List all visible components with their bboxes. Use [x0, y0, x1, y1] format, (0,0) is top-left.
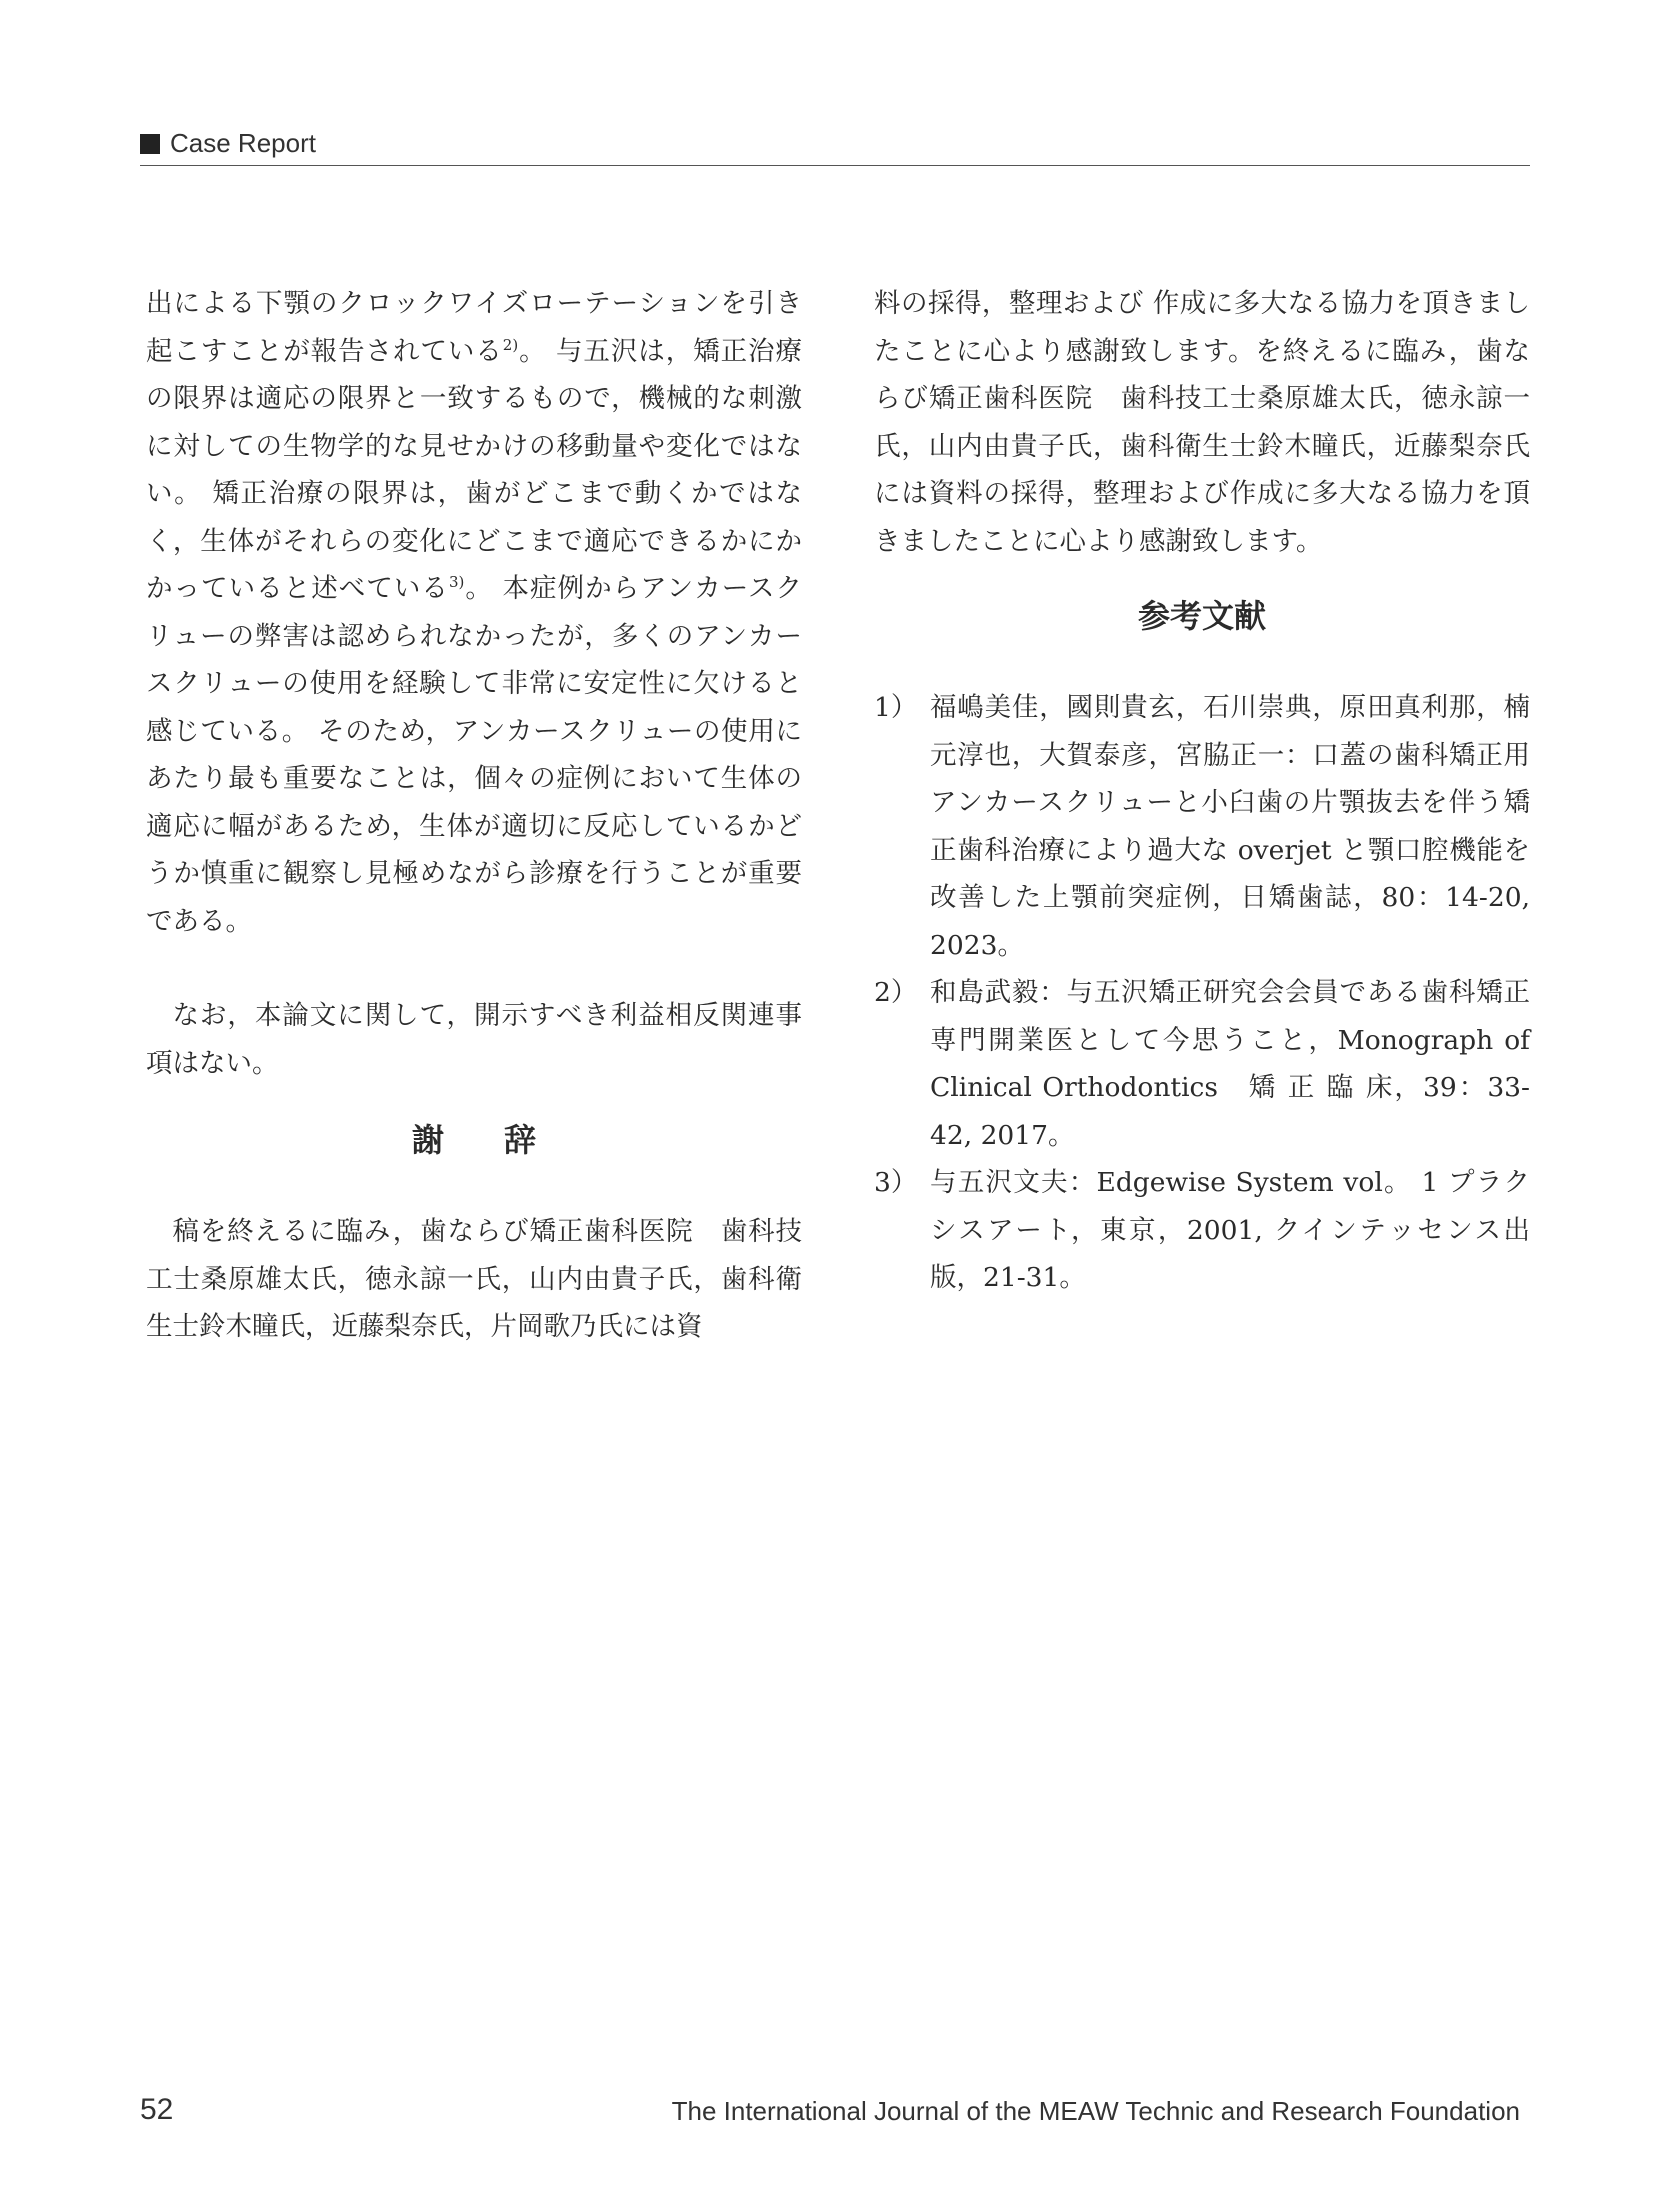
acknowledgments-continued: 料の採得，整理および 作成に多大なる協力を頂きましたことに心より感謝致します。を終えるに臨み，歯ならび矯正歯科医院 歯科技工士桑原雄太氏，徳永諒一氏，山内由貴子氏，歯科衛生士鈴木瞳氏，近藤梨奈氏には資料の採得，整理および作成に多大なる協力を頂きましたことに心より感謝致します。 — [874, 288, 1530, 557]
reference-text: 和島武毅：与五沢矯正研究会会員である歯科矯正専門開業医として今思うこと，Monograph of Clinical Orthodontics 矯 正 臨 床，39：33-42, 2017。 — [930, 977, 1530, 1151]
reference-number: 1） — [874, 692, 918, 723]
running-header — [140, 128, 1530, 166]
reference-item — [874, 684, 1530, 969]
left-column — [146, 280, 802, 1351]
reference-item — [874, 969, 1530, 1159]
references-heading: 参考文献 — [1137, 597, 1266, 635]
journal-name: The International Journal of the MEAW Technic and Research Foundation — [671, 2096, 1520, 2126]
acknowledgments-heading: 謝辞 — [411, 1121, 596, 1159]
paragraph-text: 。 本症例からアンカースクリューの弊害は認められなかったが，多くのアンカースクリューの使用を経験して非常に安定性に欠けると感じている。 そのため，アンカースクリューの使用にあたり最も重要なことは，個々の症例において生体の適応に幅があるため，生体が適切に反応しているかどうか慎重に観察し見極めながら診療を行うことが重要である。 — [146, 573, 802, 937]
section-label: Case Report — [170, 128, 316, 158]
paragraph-text: 。 与五沢は，矯正治療の限界は適応の限界と一致するもので，機械的な刺激に対しての生物学的な見せかけの移動量や変化ではない。 矯正治療の限界は，歯がどこまで動くかではなく，生体がそれらの変化にどこまで適応できるかにかかっていると述べている — [146, 335, 802, 604]
reference-list — [874, 684, 1530, 1302]
reference-number: 3） — [874, 1167, 918, 1198]
reference-item — [874, 1159, 1530, 1302]
page-number: 52 — [140, 2093, 174, 2126]
citation-marker: 3) — [448, 573, 465, 591]
coi-statement: なお，本論文に関して，開示すべき利益相反関連事項はない。 — [146, 1000, 802, 1079]
discussion-paragraph — [146, 280, 802, 945]
reference-text: 福嶋美佳，國則貴玄，石川崇典，原田真利那，楠元淳也，大賀泰彦，宮脇正一：口蓋の歯科矯正用アンカースクリューと小臼歯の片顎抜去を伴う矯正歯科治療により過大な overjet と顎口腔機能を改善した上顎前突症例，日矯歯誌，80：14-20, 2023。 — [930, 692, 1530, 961]
square-bullet-icon — [140, 134, 160, 154]
reference-number: 2） — [874, 977, 918, 1008]
right-column — [874, 280, 1530, 1302]
reference-text: 与五沢文夫：Edgewise System vol。 1 プラクシスアート，東京，2001, クインテッセンス出版，21-31。 — [930, 1167, 1530, 1293]
acknowledgments-text: 稿を終えるに臨み，歯ならび矯正歯科医院 歯科技工士桑原雄太氏，徳永諒一氏，山内由貴子氏，歯科衛生士鈴木瞳氏，近藤梨奈氏，片岡歌乃氏には資 — [146, 1216, 802, 1342]
citation-marker: 2) — [502, 335, 519, 354]
paragraph-text: 出による下顎のクロックワイズローテーションを引き起こすことが報告されている — [146, 288, 802, 367]
